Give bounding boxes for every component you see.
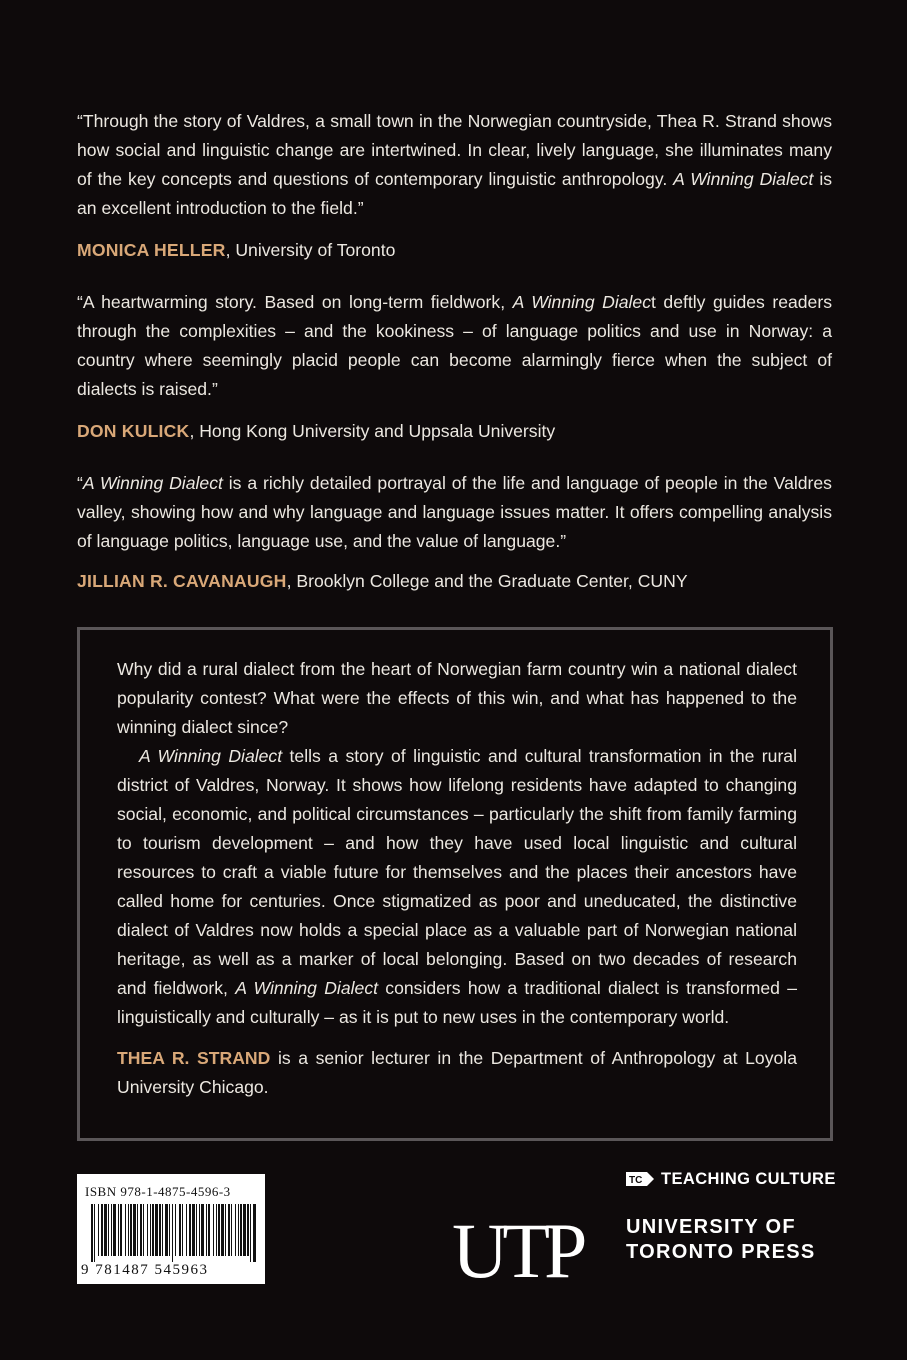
- blurb-quote-2: “A heartwarming story. Based on long-term fieldwork, A Winning Dialect deftly guides readers through the complexities – and the kookiness – of language politics and use in Norway: a country where seemingly placid people can become alarmingly fierce when the subject of dialects is raised.”: [77, 292, 832, 399]
- barcode-digits: 9 781487 545963: [81, 1262, 209, 1278]
- blurb-attribution-3: [77, 570, 837, 592]
- blurb-quote-3: “A Winning Dialect is a richly detailed portrayal of the life and language of people in the Valdres valley, showing how and why language and language issues matter. It offers compelling analysis of language politics, language use, and the value of language.”: [77, 473, 832, 551]
- series-label: TEACHING CULTURE: [661, 1169, 836, 1188]
- tc-logo-icon: [625, 1171, 655, 1187]
- series-branding: [625, 1168, 836, 1190]
- blurb-attribution-2: [77, 420, 837, 442]
- publisher-name: UNIVERSITY OF TORONTO PRESS: [626, 1216, 816, 1263]
- reviewer-name: DON KULICK: [77, 421, 190, 441]
- reviewer-name: MONICA HELLER: [77, 240, 226, 260]
- svg-text:TC: TC: [629, 1175, 643, 1186]
- reviewer-affiliation: , University of Toronto: [225, 240, 396, 260]
- description-paragraph-1: Why did a rural dialect from the heart of Norwegian farm country win a national dialect popularity contest? What were the effects of this win, and what has happened to the winning dialect since?: [117, 659, 797, 737]
- author-name: THEA R. STRAND: [117, 1048, 271, 1068]
- isbn-label: ISBN 978-1-4875-4596-3: [85, 1184, 231, 1199]
- reviewer-affiliation: , Brooklyn College and the Graduate Center, CUNY: [286, 571, 688, 591]
- reviewer-name: JILLIAN R. CAVANAUGH: [77, 571, 287, 591]
- blurb-quote-1: “Through the story of Valdres, a small town in the Norwegian countryside, Thea R. Strand shows how social and linguistic change are intertwined. In clear, lively language, she illuminates many of the key concepts and questions of contemporary linguistic anthropology. A Winning Dialect is an excellent introduction to the field.”: [77, 111, 833, 218]
- blurb-attribution-1: [77, 239, 837, 261]
- description-paragraph-2: A Winning Dialect tells a story of linguistic and cultural transformation in the rural district of Valdres, Norway. It shows how lifelong residents have adapted to changing social, economic, and political circumstances – particularly the shift from family farming to tourism development – and how they have used local linguistic and cultural resources to craft a viable future for themselves and the places their ancestors have called home for centuries. Once stigmatized as poor and uneducated, the distinctive dialect of Valdres now holds a special place as a valuable part of Norwegian national heritage, as well as a marker of local belonging. Based on two decades of research and fieldwork, A Winning Dialect considers how a traditional dialect is transformed – linguistically and culturally – as it is put to new uses in the contemporary world.: [117, 746, 798, 1027]
- isbn-barcode: [77, 1174, 265, 1284]
- author-bio: THEA R. STRAND is a senior lecturer in the Department of Anthropology at Loyola University Chicago.: [117, 1048, 797, 1097]
- description-box: [77, 627, 833, 1141]
- reviewer-affiliation: , Hong Kong University and Uppsala University: [189, 421, 556, 441]
- utp-logo-icon: UTP: [452, 1207, 582, 1294]
